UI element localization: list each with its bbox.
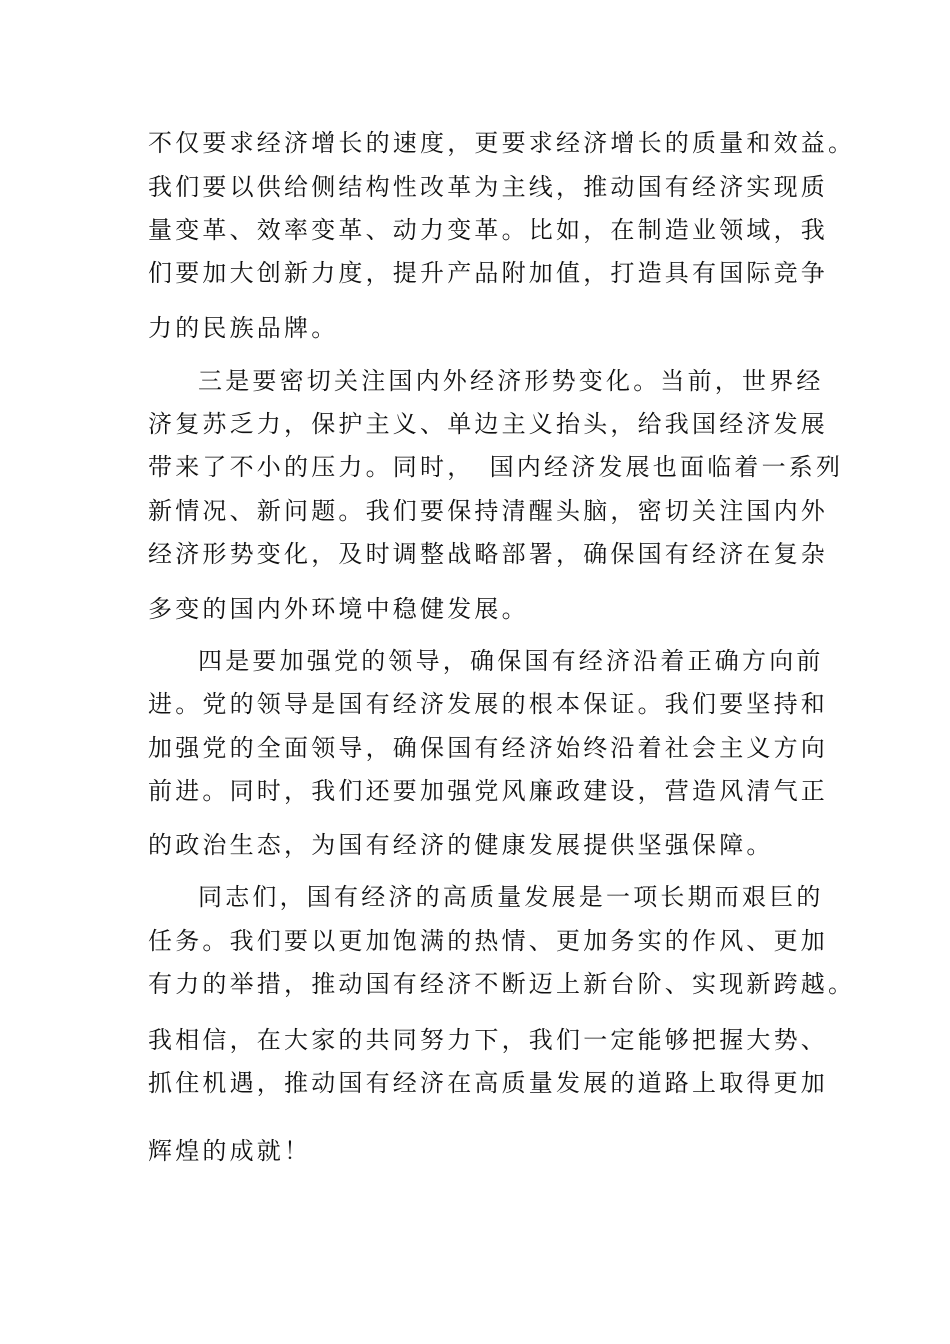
text-line: 多变的国内外环境中稳健发展。 [148,595,529,623]
text-line: 量变革、效率变革、动力变革。比如，在制造业领域，我 [148,216,828,244]
text-line: 不仅要求经济增长的速度，更要求经济增长的质量和效益。 [148,129,856,157]
text-line: 们要加大创新力度，提升产品附加值，打造具有国际竞争 [148,259,828,287]
text-line: 新情况、新问题。我们要保持清醒头脑，密切关注国内外 [148,497,828,525]
text-line: 有力的举措，推动国有经济不断迈上新台阶、实现新跨越。 [148,970,856,998]
text-line: 任务。我们要以更加饱满的热情、更加务实的作风、更加 [148,927,828,955]
text-line: 我们要以供给侧结构性改革为主线，推动国有经济实现质 [148,173,828,201]
text-line: 前进。同时，我们还要加强党风廉政建设，营造风清气正 [148,777,828,805]
text-line: 经济形势变化，及时调整战略部署，确保国有经济在复杂 [148,540,828,568]
text-line: 进。党的领导是国有经济发展的根本保证。我们要坚持和 [148,690,828,718]
paragraph-first-line: 三是要密切关注国内外经济形势变化。当前，世界经 [198,367,824,395]
text-line: 济复苏乏力，保护主义、单边主义抬头，给我国经济发展 [148,410,828,438]
text-line: 辉煌的成就！ [148,1137,312,1165]
text-line: 力的民族品牌。 [148,314,339,342]
text-line: 我相信，在大家的共同努力下，我们一定能够把握大势、 [148,1026,828,1054]
paragraph-first-line: 同志们，国有经济的高质量发展是一项长期而艰巨的 [198,883,824,911]
text-line: 抓住机遇，推动国有经济在高质量发展的道路上取得更加 [148,1069,828,1097]
paragraph-first-line: 四是要加强党的领导，确保国有经济沿着正确方向前 [198,647,824,675]
text-line: 加强党的全面领导，确保国有经济始终沿着社会主义方向 [148,734,828,762]
text-line: 带来了不小的压力。同时， 国内经济发展也面临着一系列 [148,453,844,481]
text-line: 的政治生态，为国有经济的健康发展提供坚强保障。 [148,831,774,859]
